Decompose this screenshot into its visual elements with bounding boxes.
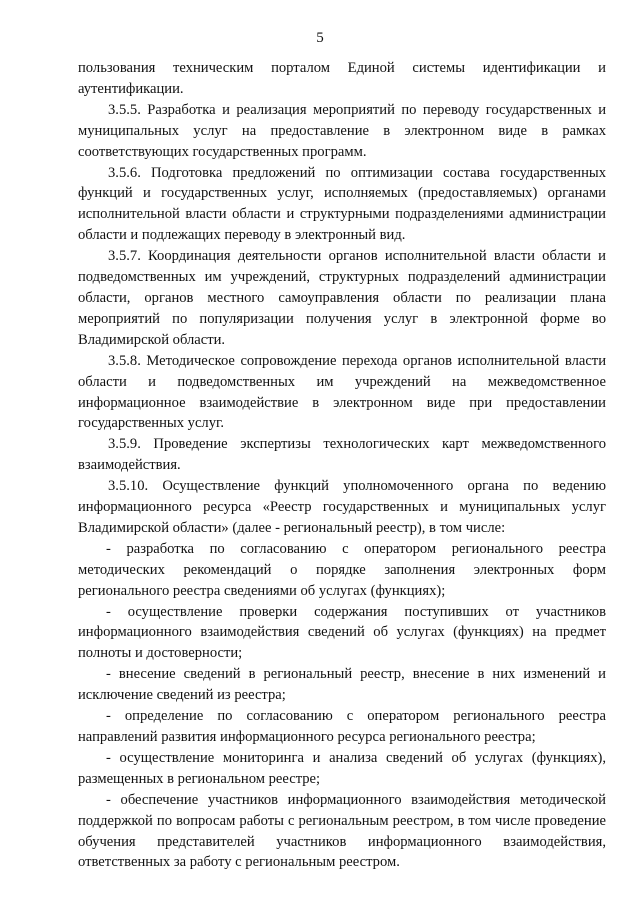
paragraph: 3.5.5. Разработка и реализация мероприятий по переводу государственных и муниципальных услуг на предоставление в электронном виде в рамках соответствующих государственных программ. [78,101,606,160]
list-item: - осуществление мониторинга и анализа сведений об услугах (функциях), размещенных в региональном реестре; [78,749,606,787]
list-item: - внесение сведений в региональный реестр, внесение в них изменений и исключение сведений из реестра; [78,666,606,704]
paragraph: 3.5.7. Координация деятельности органов исполнительной власти области и подведомственных им учреждений, структурных подразделений администрации области, органов местного самоуправления области по реализации плана мероприятий по популяризации получения услуг в электронной форме во Владимирской области. [78,248,606,348]
list-item: - разработка по согласованию с оператором регионального реестра методических рекомендаций о порядке заполнения электронных форм регионального реестра сведениями об услугах (функциях); [78,540,606,599]
list-item: - обеспечение участников информационного взаимодействия методической поддержкой по вопросам работы с региональным реестром, в том числе проведение обучения представителей участников информационного взаимодействия, ответственных за работу с региональным реестром. [78,791,606,871]
list-item: - осуществление проверки содержания поступивших от участников информационного взаимодействия сведений об услугах (функциях) на предмет полноты и достоверности; [78,603,606,662]
paragraph: 3.5.8. Методическое сопровождение перехода органов исполнительной власти области и подведомственных им учреждений на межведомственное информационное взаимодействие в электронном виде при предоставлении государственных услуг. [78,352,606,432]
page-number: 5 [316,30,324,46]
paragraph: 3.5.9. Проведение экспертизы технологических карт межведомственного взаимодействия. [78,436,606,474]
paragraph: 3.5.6. Подготовка предложений по оптимизации состава государственных функций и государственных услуг, исполняемых (предоставляемых) органами исполнительной власти области и структурными подразделениями администрации области и подлежащих переводу в электронный вид. [78,164,606,244]
document-body [78,58,606,873]
paragraph: 3.5.10. Осуществление функций уполномоченного органа по ведению информационного ресурса «Реестр государственных и муниципальных услуг Владимирской области» (далее - региональный реестр), в том числе: [78,478,606,536]
paragraph: пользования техническим порталом Единой системы идентификации и аутентификации. [78,60,606,97]
list-item: - определение по согласованию с оператором регионального реестра направлений развития информационного ресурса регионального реестра; [78,708,606,745]
